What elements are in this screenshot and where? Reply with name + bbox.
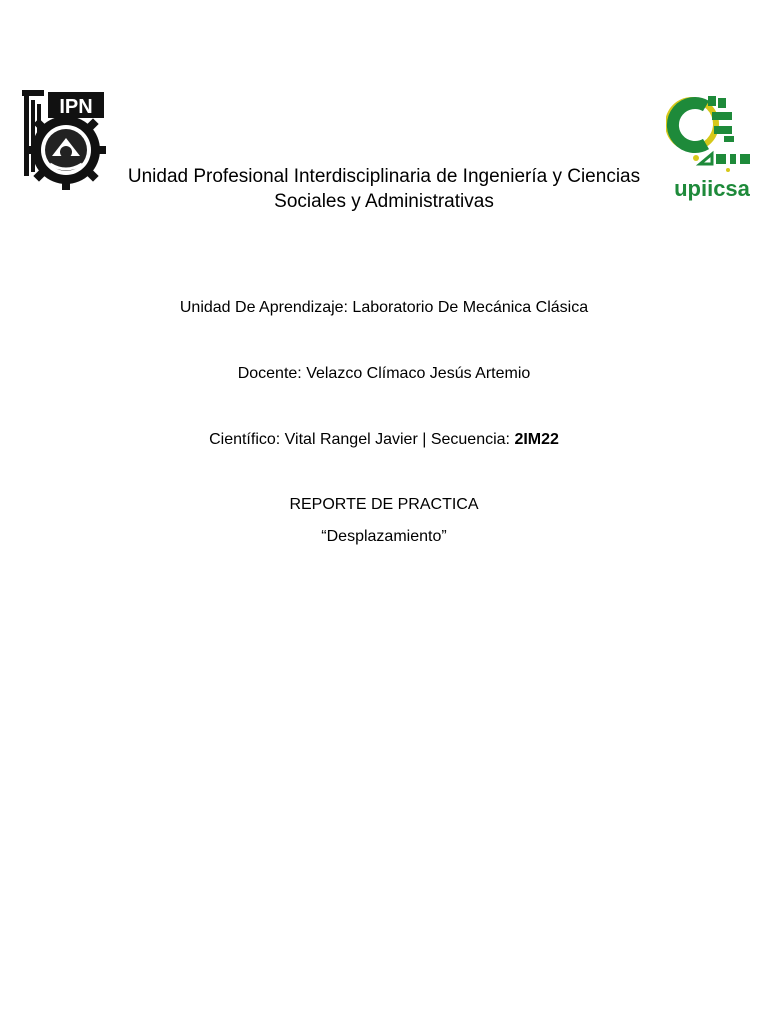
learning-unit: Unidad De Aprendizaje: Laboratorio De Mecánica Clásica [179,299,589,316]
institution-line-1: Unidad Profesional Interdisciplinaria de Ingeniería y Ciencias [127,166,641,187]
report-title: “Desplazamiento” [321,528,447,545]
upiicsa-logo-text: upiicsa [674,176,750,201]
student-name: Científico: Vital Rangel Javier | Secuencia: [209,431,515,448]
institution-line-2: Sociales y Administrativas [274,191,494,212]
student-sequence [0,430,768,450]
sequence-code: 2IM22 [514,431,559,448]
report-heading: REPORTE DE PRACTICA [289,496,479,513]
institution-name [100,164,668,214]
ipn-logo-text: IPN [59,96,93,118]
ipn-logo [22,90,106,196]
teacher: Docente: Velazco Clímaco Jesús Artemio [237,365,531,382]
upiicsa-logo [666,92,756,204]
